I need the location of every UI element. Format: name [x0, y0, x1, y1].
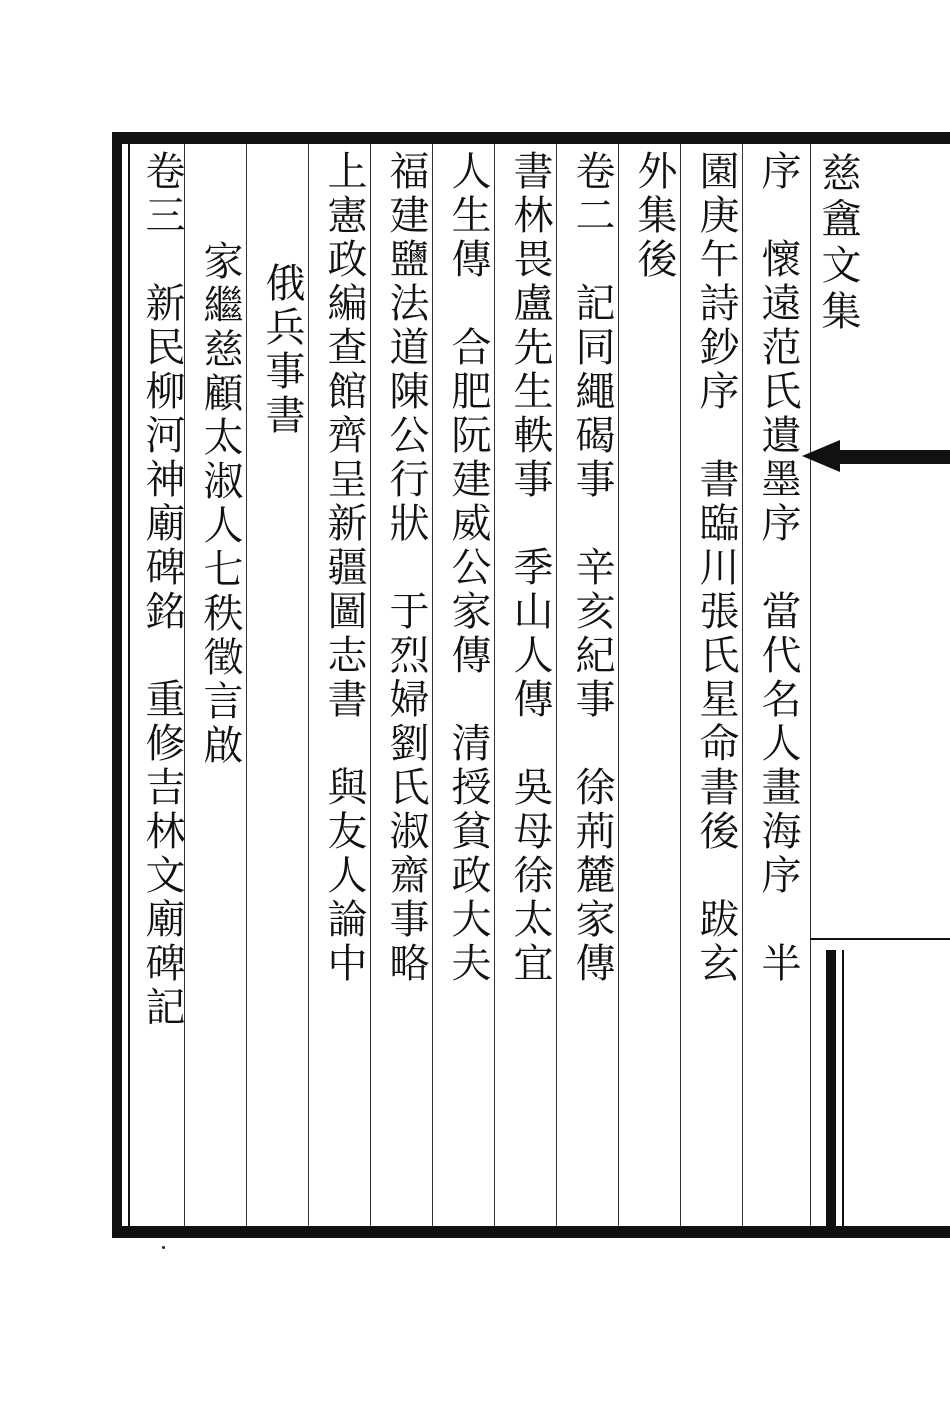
ink-speck: [162, 1246, 165, 1249]
banxin-title: 慈盦文集: [815, 152, 861, 336]
frame-inner-left-border: [128, 144, 130, 1226]
banxin-rule: [810, 144, 811, 1226]
text-column-8: 上憲政編查館齊呈新疆圖志書 與友人論中: [321, 150, 367, 986]
text-column-3: 外集後: [631, 150, 677, 282]
banxin-lower-bar: [826, 950, 836, 1226]
text-column-11: 卷三 新民柳河神廟碑銘 重修吉林文廟碑記: [139, 150, 185, 1030]
frame-top-border: [112, 132, 950, 144]
text-column-5: 書林畏盧先生軼事 季山人傳 吳母徐太宜: [507, 150, 553, 986]
text-column-2: 園庚午詩鈔序 書臨川張氏星命書後 跋玄: [693, 150, 739, 986]
banxin-lower-bar-thin: [842, 950, 844, 1226]
text-column-10: 家繼慈顧太淑人七秩徵言啟: [197, 240, 243, 768]
banxin-lower-rule: [810, 938, 950, 940]
fish-tail-bar: [830, 450, 950, 464]
text-column-7: 福建鹽法道陳公行狀 于烈婦劉氏淑齋事略: [383, 150, 429, 986]
text-column-1: 序 懷遠范氏遺墨序 當代名人畫海序 半: [755, 150, 801, 986]
frame-left-border: [112, 132, 122, 1238]
text-column-9: 俄兵事書: [259, 262, 305, 438]
text-column-6: 人生傳 合肥阮建威公家傳 清授貧政大夫: [445, 150, 491, 986]
text-column-4: 卷二 記同繩碣事 辛亥紀事 徐荊麓家傳: [569, 150, 615, 986]
